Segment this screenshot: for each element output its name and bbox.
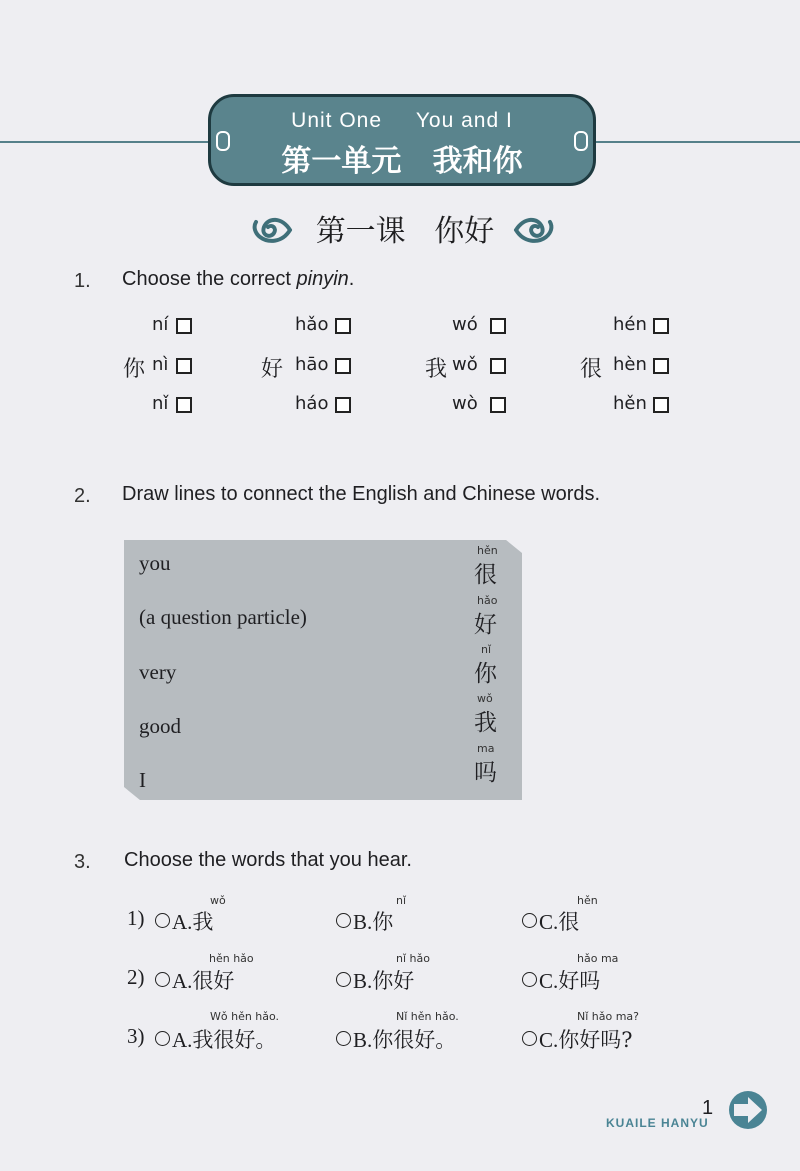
q1-checkbox-ni-1[interactable] bbox=[176, 318, 192, 334]
match-pinyin-4: wǒ bbox=[477, 692, 493, 705]
q1-checkbox-hen-3[interactable] bbox=[653, 397, 669, 413]
q3-2b-text: 你好 bbox=[372, 969, 415, 993]
unit-banner bbox=[208, 94, 596, 186]
radio-circle-icon[interactable] bbox=[155, 1031, 170, 1046]
banner-knob-left bbox=[216, 131, 230, 151]
match-pinyin-1: hěn bbox=[477, 544, 498, 557]
radio-circle-icon[interactable] bbox=[336, 1031, 351, 1046]
match-chinese-2[interactable]: 好 bbox=[474, 612, 497, 638]
q3-3b-text: 你很好。 bbox=[372, 1028, 457, 1052]
match-english-5[interactable]: I bbox=[139, 768, 146, 792]
ornament-right-icon bbox=[512, 213, 556, 247]
q3-2b-letter: B. bbox=[353, 969, 373, 993]
q1-char-hen: 很 bbox=[580, 357, 603, 382]
lesson-title: 第一课 你好 bbox=[315, 214, 495, 249]
q3-3a-text: 我很好。 bbox=[192, 1028, 277, 1052]
q3-1a-pinyin: wǒ bbox=[210, 894, 226, 907]
radio-circle-icon[interactable] bbox=[155, 972, 170, 987]
q3-3b-pinyin: Nǐ hěn hǎo. bbox=[396, 1010, 459, 1023]
match-english-3[interactable]: very bbox=[139, 660, 177, 684]
radio-circle-icon[interactable] bbox=[522, 972, 537, 987]
match-english-4[interactable]: good bbox=[139, 714, 181, 738]
radio-circle-icon[interactable] bbox=[522, 913, 537, 928]
q1-checkbox-hao-1[interactable] bbox=[335, 318, 351, 334]
unit-title-chinese: 第一单元 我和你 bbox=[281, 144, 523, 179]
q3-option-1c[interactable] bbox=[522, 906, 579, 936]
q3-2c-pinyin: hǎo ma bbox=[577, 952, 619, 965]
q3-1a-text: 我 bbox=[192, 910, 214, 934]
q1-checkbox-hao-3[interactable] bbox=[335, 397, 351, 413]
q3-option-3a[interactable] bbox=[155, 1024, 276, 1054]
q1-opt-hen-3: hěn bbox=[613, 393, 647, 414]
q2-prompt: Draw lines to connect the English and Chinese words. bbox=[122, 483, 601, 505]
header-rule-left bbox=[0, 141, 210, 143]
q1-char-wo: 我 bbox=[425, 357, 448, 382]
q3-3b-letter: B. bbox=[353, 1028, 373, 1052]
q3-option-2a[interactable] bbox=[155, 965, 234, 995]
match-english-2[interactable]: (a question particle) bbox=[139, 605, 307, 629]
q1-opt-wo-3: wò bbox=[452, 393, 478, 414]
match-pinyin-3: nǐ bbox=[481, 643, 492, 656]
radio-circle-icon[interactable] bbox=[522, 1031, 537, 1046]
banner-knob-right bbox=[574, 131, 588, 151]
q3-item-1-label: 1) bbox=[127, 906, 145, 930]
q3-2a-text: 很好 bbox=[192, 969, 235, 993]
q1-opt-hen-2: hèn bbox=[613, 354, 647, 375]
q2-number: 2. bbox=[74, 485, 91, 507]
q1-opt-ni-1: ní bbox=[152, 314, 169, 335]
q1-opt-ni-2: nì bbox=[152, 354, 169, 375]
match-pinyin-5: ma bbox=[477, 742, 495, 755]
next-arrow-icon bbox=[728, 1090, 768, 1130]
q1-opt-wo-2: wǒ bbox=[452, 354, 478, 375]
series-name: KUAILE HANYU bbox=[606, 1116, 709, 1130]
q1-prompt-period: . bbox=[348, 268, 355, 290]
q3-3a-letter: A. bbox=[172, 1028, 193, 1052]
match-english-1[interactable]: you bbox=[139, 551, 171, 575]
radio-circle-icon[interactable] bbox=[336, 913, 351, 928]
q3-2a-pinyin: hěn hǎo bbox=[209, 952, 254, 965]
q1-opt-hao-2: hāo bbox=[295, 354, 329, 375]
q1-number: 1. bbox=[74, 270, 91, 292]
q3-3c-text: 你好吗? bbox=[558, 1028, 633, 1052]
q1-checkbox-wo-1[interactable] bbox=[490, 318, 506, 334]
q1-opt-hen-1: hén bbox=[613, 314, 647, 335]
q1-opt-hao-1: hǎo bbox=[295, 314, 329, 335]
q3-option-1a[interactable] bbox=[155, 906, 213, 936]
q1-checkbox-hen-1[interactable] bbox=[653, 318, 669, 334]
q3-3c-pinyin: Nǐ hǎo ma? bbox=[577, 1010, 640, 1023]
q3-3c-letter: C. bbox=[539, 1028, 559, 1052]
match-chinese-1[interactable]: 很 bbox=[474, 562, 497, 588]
q3-2b-pinyin: nǐ hǎo bbox=[396, 952, 430, 965]
q3-2c-text: 好吗 bbox=[558, 969, 601, 993]
q3-1b-pinyin: nǐ bbox=[396, 894, 407, 907]
q3-1c-letter: C. bbox=[539, 910, 559, 934]
q3-option-2c[interactable] bbox=[522, 965, 600, 995]
match-chinese-3[interactable]: 你 bbox=[474, 661, 497, 687]
q1-opt-hao-3: háo bbox=[295, 393, 329, 414]
header-rule-right bbox=[594, 141, 800, 143]
page-number: 1 bbox=[702, 1097, 714, 1119]
q3-item-3-label: 3) bbox=[127, 1024, 145, 1048]
match-pinyin-2: hǎo bbox=[477, 594, 498, 607]
q1-checkbox-wo-3[interactable] bbox=[490, 397, 506, 413]
q1-prompt-pinyin-word: pinyin bbox=[296, 268, 349, 290]
q3-option-1b[interactable] bbox=[336, 906, 393, 936]
match-chinese-5[interactable]: 吗 bbox=[474, 760, 497, 786]
q1-char-hao: 好 bbox=[261, 357, 284, 382]
q3-item-2-label: 2) bbox=[127, 965, 145, 989]
q1-char-ni: 你 bbox=[123, 357, 146, 382]
q3-option-2b[interactable] bbox=[336, 965, 414, 995]
radio-circle-icon[interactable] bbox=[155, 913, 170, 928]
q1-prompt bbox=[122, 268, 354, 291]
match-chinese-4[interactable]: 我 bbox=[474, 710, 497, 736]
q1-checkbox-wo-2[interactable] bbox=[490, 358, 506, 374]
matching-panel bbox=[124, 540, 522, 800]
q3-1c-pinyin: hěn bbox=[577, 894, 598, 907]
q3-3a-pinyin: Wǒ hěn hǎo. bbox=[210, 1010, 280, 1023]
q3-option-3c[interactable] bbox=[522, 1024, 633, 1054]
q3-number: 3. bbox=[74, 851, 91, 873]
q3-2c-letter: C. bbox=[539, 969, 559, 993]
unit-title-english: Unit One You and I bbox=[291, 109, 513, 132]
q1-checkbox-hao-2[interactable] bbox=[335, 358, 351, 374]
q1-checkbox-hen-2[interactable] bbox=[653, 358, 669, 374]
q3-1c-text: 很 bbox=[558, 910, 580, 934]
q1-opt-ni-3: nǐ bbox=[152, 393, 169, 414]
q3-1a-letter: A. bbox=[172, 910, 193, 934]
q3-1b-text: 你 bbox=[372, 910, 394, 934]
radio-circle-icon[interactable] bbox=[336, 972, 351, 987]
q3-prompt: Choose the words that you hear. bbox=[124, 849, 412, 871]
q3-option-3b[interactable] bbox=[336, 1024, 456, 1054]
q3-2a-letter: A. bbox=[172, 969, 193, 993]
q3-1b-letter: B. bbox=[353, 910, 373, 934]
q1-checkbox-ni-2[interactable] bbox=[176, 358, 192, 374]
q1-checkbox-ni-3[interactable] bbox=[176, 397, 192, 413]
q1-opt-wo-1: wó bbox=[452, 314, 478, 335]
q1-prompt-text: Choose the correct bbox=[122, 268, 297, 290]
